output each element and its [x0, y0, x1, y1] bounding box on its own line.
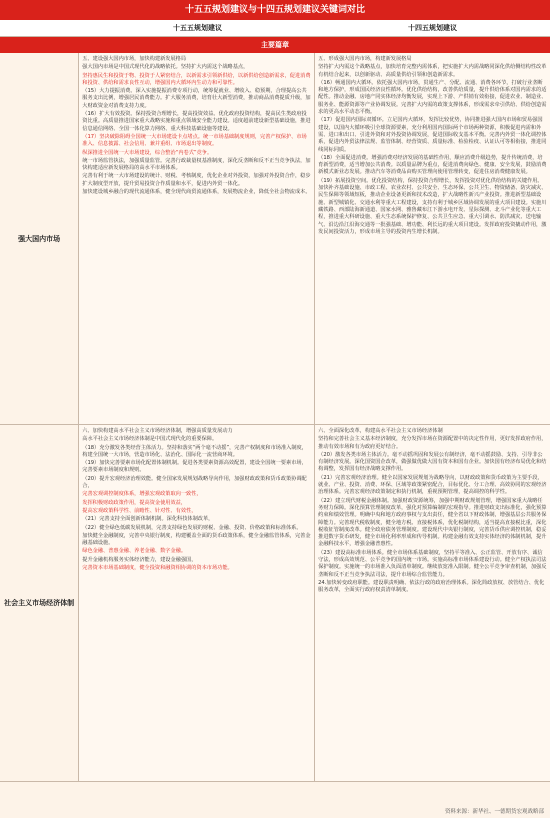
table-row [0, 425, 550, 782]
cell-text-highlight: 完善资本市场基础制度，健全投资和融资相协调的资本市场功能。 [82, 565, 233, 572]
cell-text: （16）畅通国内大循环。依托强大国内市场，贯通生产、分配、流通、消费各环节，打破行业垄断和地方保护，形成国民经济良性循环。优化供给结构，改善供给质量，提升供给体系对国内需求的适配性。推动金融、房地产同实体经济均衡发展，实现上下游、产供销有效衔接，促进农业、制造业、服务业、能源资源等产业协调发展。完善扩大内需的政策支撑体系，形成需求牵引供给、供给创造需求的更高水平动态平衡。 [318, 79, 547, 116]
cell-text: 加快建设城乡融合的现代流通体系，健全现代商贸流通体系，发展物流企业，降低全社会物流成本。 [82, 189, 311, 196]
cell-text: 坚持扩大内需这个战略基点，加快培育完整内需体系，把实施扩大内需战略同深化供给侧结构性改革有机结合起来，以创新驱动、高质量供给引领和创造新需求。 [318, 64, 547, 78]
cell-text: （20）提升宏观经济治理效能。健全国家发展规划战略导向作用，加强财政政策和货币政策协调配合， [82, 475, 307, 490]
column-right-header: 十四五规划建议 [408, 24, 457, 32]
row-label: 强大国内市场 [0, 53, 79, 424]
cell-text-highlight: 坚持惠民生和投资于物、投资于人紧密结合，以新需求引领新供给，以新供给创造新需求，促进消费和投资、供给和需求良性互动，增强国内大循环内生动力和可靠性。 [82, 72, 311, 86]
header-spacer [0, 20, 80, 36]
source-footer: 资料来源：新华社、一德期货宏观战略部 [444, 809, 544, 815]
left-cell [79, 53, 315, 424]
cell-text-highlight: 提高宏观政策科学性、前瞻性、针对性、有效性， [82, 507, 197, 514]
cell-text: （22）健全绿色低碳发展机制，完善支持绿色发展的财税、金融、投资、价格政策和标准体系。 [82, 524, 302, 531]
column-left-header: 十五五规划建议 [173, 24, 222, 32]
cell-text: （21）完善宏观经济治理。健全以国家发展规划为战略导向，以财政政策和货币政策为主要手段，就业、产业、投资、消费、环保、区域等政策紧密配合，目标优化、分工合理、高效协同的宏观经济治理体系。完善宏观经济政策制定和执行机制，重视预期管理，提高调控的科学性。 [318, 474, 547, 496]
right-cell [315, 425, 550, 781]
cell-text: 五、建设强大国内市场，加快构建新发展格局 [82, 56, 187, 62]
cell-text: 加快健全金融制度，完善中央银行制度，构建覆盖全面的货币政策体系，健全金融监管体系，完善金融基础设施。 [82, 532, 311, 547]
section-header: 主要篇章 [0, 37, 550, 53]
cell-text: （20）激发各类市场主体活力。毫不动摇巩固和发展公有制经济，毫不动摇鼓励、支持、引导非公有制经济发展。深化国资国企改革，做强做优做大国有资本和国有企业。加快国有经济布局优化和结构调整，发挥国有经济战略支撑作用。 [318, 451, 547, 473]
cell-text: 坚持和完善社会主义基本经济制度，充分发挥市场在资源配置中的决定性作用，更好发挥政府作用，推动有效市场和有为政府更好结合。 [318, 436, 547, 450]
cell-text: （15）大力提振消费。深入实施提振消费专项行动，统筹促就业、增收入、稳预期，合理提高公共服务支出比例，增强居民消费能力。扩大服务消费，培育壮大新型消费，推动商品消费提质升级，加大财政资金对消费支持力度。 [82, 88, 311, 109]
cell-text: （18）充分激发各类经营主体活力。坚持和落实“两个毫不动摇”，完善产权制度和市场准入制度，构建全国统一大市场，营造市场化、法治化、国际化一流营商环境。 [82, 444, 307, 458]
cell-text: 完善有利于统一大市场建设的统计、财税、考核制度，优化企业对外投资，加强对外投资合作，稳步扩大制度型开放，提升贸易投资合作质量和水平，促进内外贸一体化。 [82, 173, 311, 187]
cell-text-highlight: 完善宏观调控制度体系，增强宏观政策取向一致性， [82, 491, 202, 498]
cell-text: （17）促进国内国际双循环。立足国内大循环，发挥比较优势，协同推进强大国内市场和贸易强国建设，以国内大循环吸引全球资源要素，充分利用国内国际两个市场两种资源，积极促进内需和外需、进口和出口、引进外资和对外投资协调发展，促进国际收支基本平衡。完善内外贸一体化调控体系，促进内外贸法律法规、监管体制、经营资质、质量标准、检验检疫、认证认可等相衔接，推进同线同标同质。 [318, 117, 547, 153]
column-header [0, 20, 550, 37]
row-label: 社会主义市场经济体制 [0, 425, 79, 781]
cell-text-highlight: （17）坚决破除阻碍全国统一大市场建设卡点堵点。统一市场基础制度规则，完善产权保护、市场准入、信息披露、社会信用、兼并重组、市场退出等制度。 [82, 133, 307, 148]
cell-text: （23）建设高标准市场体系。健全市场体系基础制度，坚持平等准入、公正监管、开放有序、诚信守法，形成高效规范、公平竞争的国内统一市场。实施高标准市场体系建设行动。健全产权执法司法保护制度。实施统一的市场准入负面清单制度。继续放宽准入限制。健全公平竞争审查机制，加强反垄断和反不正当竞争执法司法，提升市场综合监管能力。 [318, 549, 547, 578]
cell-text: （21）完善支持全面创新体制机制。深化科技体制改革， [82, 516, 214, 523]
cell-text: 五、形成强大国内市场，构建新发展格局 [318, 56, 412, 62]
cell-text-highlight: 纵深推进全国统一大市场建设，综合整治“内卷式”竞争。 [82, 149, 213, 156]
right-cell [315, 53, 550, 424]
cell-text: 六、加快构建高水平社会主义市场经济体制，增强高质量发展动力 [82, 428, 233, 434]
cell-text: 强大国内市场是中国式现代化的战略依托。坚持扩大内需这个战略基点， [82, 64, 249, 71]
cell-text-highlight: 绿色金融、普惠金融、养老金融、数字金融。 [82, 548, 187, 555]
cell-text: 24.加快转变政府职能。建设职责明确、依法行政的政府治理体系。深化简政放权、放管结合、优化服务改革，全面实行政府权责清单制度。 [318, 579, 545, 594]
cell-text: （18）全面促进消费。增强消费对经济发展的基础性作用，顺应消费升级趋势，提升传统消费，培育新型消费，适当增加公共消费。以质量品牌为重点，促进消费向绿色、健康、安全发展，鼓励消费新模式新业态发展。推动汽车等消费品由购买管理向使用管理转变，促进住房消费健康发展。 [318, 154, 547, 176]
cell-text: （19）加快完善要素市场化配置体制机制。促进各类要素资源高效配置，建设全国统一要素市场，完善要素市场制度和规则。 [82, 460, 307, 474]
cell-text: 统一市场监管执法，加强质量监管。完善行政裁量权基准制度，深化反垄断和反不正当竞争执法，加快构建适应新发展格局的高水平市场体系。 [82, 157, 311, 172]
table-row [0, 53, 550, 425]
cell-text: 高水平社会主义市场经济体制是中国式现代化的重要保障。 [82, 436, 218, 443]
cell-text: （22）建立现代财税金融体制。加强财政资源统筹，加强中期财政规划管理，增强国家重大战略任务财力保障。深化预算管理制度改革，强化对预算编制的宏观指导。推进财政支出标准化，强化预算约束和绩效管理。明确中央和地方政府事权与支出责任，健全省以下财政体制，增强基层公共服务保障能力。完善现代税收制度，健全地方税、直接税体系，优化税制结构，适当提高直接税比重，深化税收征管制度改革。健全政府债务管理制度。建设现代中央银行制度，完善货币供应调控机制，稳妥推进数字货币研发，健全市场化利率形成和传导机制。构建金融有效支持实体经济的体制机制，提升金融科技水平，增强金融普惠性。 [318, 497, 547, 548]
page-title: 十五五规划建议与十四五规划建议关键词对比 [0, 0, 550, 20]
cell-text: （16）扩大有效投资。保持投资合理增长，提高投资效益。优化政府投资结构，提高民生类政府投资比重。高质量推进国家重大战略实施和重点领域安全能力建设。适度超前建设新型基础设施，推进信息通信网络、全国一体化算力网络、重大科技基础设施等建设。 [82, 111, 311, 132]
cell-text-highlight: 发挥积极财政政策作用，提高资金使用效益， [82, 499, 187, 506]
cell-text: （19）拓展投资空间。优化投资结构，保持投资合理增长，发挥投资对优化供给结构的关键作用。加快补齐基础设施、市政工程、农业农村、公共安全、生态环保、公共卫生、物资储备、防灾减灾、民生保障等领域短板，推动企业设备更新和技术改造，扩大战略性新兴产业投资。推进新型基础设施、新型城镇化、交通水利等重大工程建设，支持有利于城乡区域协调发展的重大项目建设。实施川藏铁路、西部陆海新通道、国家水网、雅鲁藏布江下游水电开发、星际探测、北斗产业化等重大工程，推进重大科研设施、重大生态系统保护修复、公共卫生应急、重大引调水、防洪减灾、送电输气、沿边沿江沿海交通等一批强基础、增功能、利长远的重大项目建设。发挥政府投资撬动作用，激发民间投资活力，形成市场主导的投资内生增长机制。 [318, 177, 547, 235]
cell-text: 提升金融机构服务实体经济能力，建设金融强国， [82, 556, 197, 563]
cell-text: 六、全面深化改革，构建高水平社会主义市场经济体制 [318, 428, 443, 434]
left-cell [79, 425, 315, 781]
